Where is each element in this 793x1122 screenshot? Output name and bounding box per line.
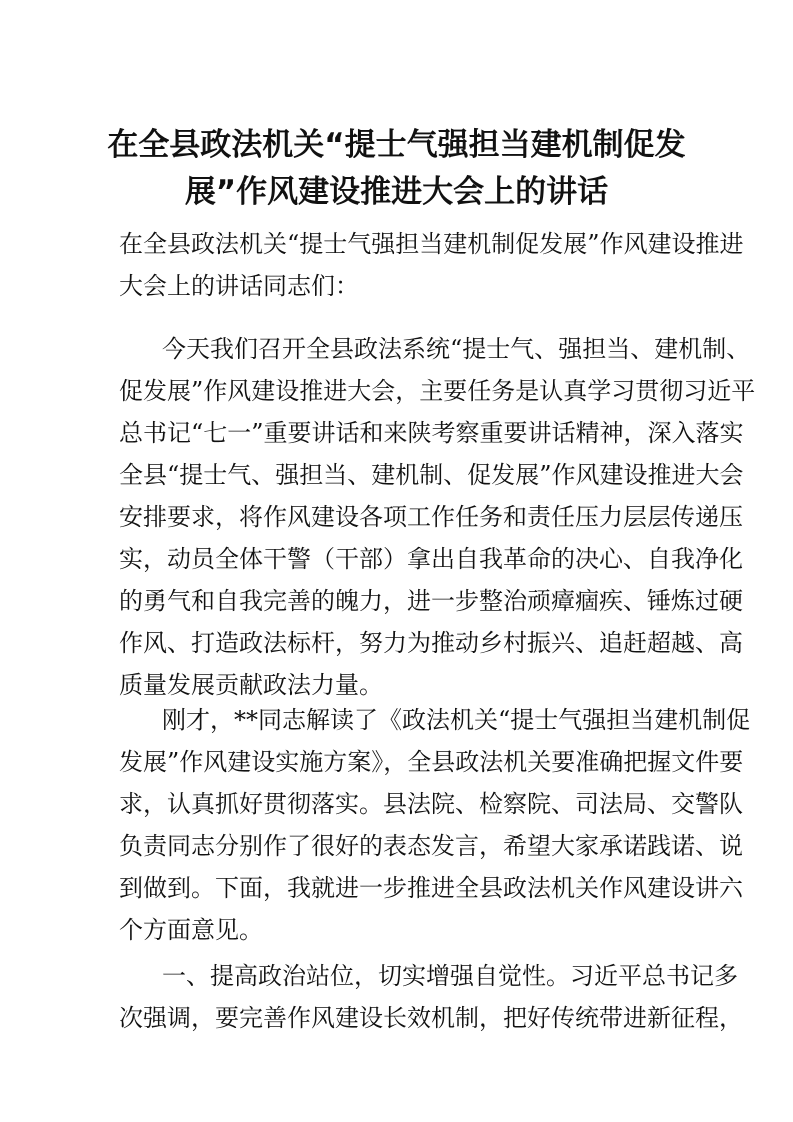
body-line: 刚才，**同志解读了《政法机关“提士气强担当建机制促 — [162, 706, 751, 734]
body-line: 总书记“七一”重要讲话和来陕考察重要讲话精神，深入落实 — [119, 419, 744, 447]
body-line: 今天我们召开全县政法系统“提士气、强担当、建机制、 — [162, 335, 751, 363]
body-line: 大会上的讲话同志们： — [119, 272, 359, 300]
body-line: 作风、打造政法标杆，努力为推动乡村振兴、追赶超越、高 — [119, 629, 743, 657]
body-line: 全县“提士气、强担当、建机制、促发展”作风建设推进大会 — [119, 461, 744, 489]
body-line: 发展”作风建设实施方案》，全县政法机关要准确把握文件要 — [119, 748, 744, 776]
body-line: 到做到。下面，我就进一步推进全县政法机关作风建设讲六 — [119, 874, 743, 902]
title-line: 展”作风建设推进大会上的讲话 — [184, 174, 609, 210]
body-line: 求，认真抓好贯彻落实。县法院、检察院、司法局、交警队 — [119, 790, 743, 818]
body-line: 在全县政法机关“提士气强担当建机制促发展”作风建设推进 — [119, 230, 744, 258]
body-line: 个方面意见。 — [119, 916, 263, 944]
body-line: 的勇气和自我完善的魄力，进一步整治顽瘴痼疾、锤炼过硬 — [119, 587, 743, 615]
body-line: 安排要求，将作风建设各项工作任务和责任压力层层传递压 — [119, 503, 743, 531]
body-line: 质量发展贡献政法力量。 — [119, 671, 383, 699]
body-line: 促发展”作风建设推进大会，主要任务是认真学习贯彻习近平 — [119, 377, 756, 405]
body-line: 次强调，要完善作风建设长效机制，把好传统带进新征程， — [119, 1004, 743, 1032]
body-line: 一、提高政治站位，切实增强自觉性。习近平总书记多 — [162, 962, 738, 990]
body-line: 负责同志分别作了很好的表态发言，希望大家承诺践诺、说 — [119, 832, 743, 860]
body-line: 实，动员全体干警（干部）拿出自我革命的决心、自我净化 — [119, 545, 743, 573]
title-line: 在全县政法机关“提士气强担当建机制促发 — [107, 127, 686, 163]
